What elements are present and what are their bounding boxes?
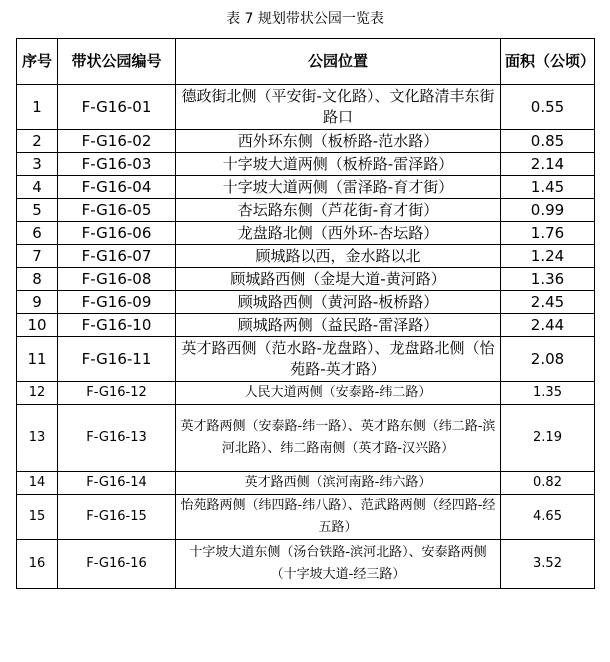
park-area: 1.45 <box>501 176 595 199</box>
park-location: 顾城路西侧（金堤大道-黄河路） <box>176 268 501 291</box>
park-location: 顾城路以西，金水路以北 <box>176 245 501 268</box>
table-row <box>17 222 595 245</box>
park-location: 西外环东侧（板桥路-范水路） <box>176 130 501 153</box>
table-row <box>17 495 595 540</box>
park-code: F-G16-10 <box>58 314 176 337</box>
park-area: 0.55 <box>501 85 595 130</box>
park-code: F-G16-15 <box>58 495 176 540</box>
park-location: 十字坡大道两侧（雷泽路-育才街） <box>176 176 501 199</box>
park-code: F-G16-05 <box>58 199 176 222</box>
table-row <box>17 245 595 268</box>
park-code: F-G16-04 <box>58 176 176 199</box>
park-area: 0.85 <box>501 130 595 153</box>
row-number: 6 <box>17 222 58 245</box>
table-row <box>17 176 595 199</box>
park-location: 英才路两侧（安泰路-纬一路）、英才路东侧（纬二路-滨河北路）、纬二路南侧（英才路-汉兴路） <box>176 405 501 472</box>
park-area: 2.19 <box>501 405 595 472</box>
park-code: F-G16-02 <box>58 130 176 153</box>
park-area: 1.36 <box>501 268 595 291</box>
row-number: 10 <box>17 314 58 337</box>
park-area: 1.35 <box>501 382 595 405</box>
table-row <box>17 130 595 153</box>
header-area: 面积（公顷） <box>501 39 595 85</box>
park-location: 十字坡大道两侧（板桥路-雷泽路） <box>176 153 501 176</box>
row-number: 7 <box>17 245 58 268</box>
park-location: 杏坛路东侧（芦花街-育才街） <box>176 199 501 222</box>
table-row <box>17 314 595 337</box>
park-code: F-G16-06 <box>58 222 176 245</box>
park-area: 4.65 <box>501 495 595 540</box>
table-row <box>17 153 595 176</box>
row-number: 14 <box>17 472 58 495</box>
table-row <box>17 382 595 405</box>
row-number: 12 <box>17 382 58 405</box>
park-code: F-G16-01 <box>58 85 176 130</box>
park-location: 顾城路两侧（益民路-雷泽路） <box>176 314 501 337</box>
row-number: 1 <box>17 85 58 130</box>
row-number: 9 <box>17 291 58 314</box>
park-code: F-G16-14 <box>58 472 176 495</box>
row-number: 4 <box>17 176 58 199</box>
park-area: 2.08 <box>501 337 595 382</box>
park-code: F-G16-13 <box>58 405 176 472</box>
park-code: F-G16-07 <box>58 245 176 268</box>
park-area: 0.82 <box>501 472 595 495</box>
table-row <box>17 291 595 314</box>
park-area: 1.76 <box>501 222 595 245</box>
park-code: F-G16-12 <box>58 382 176 405</box>
header-code: 带状公园编号 <box>58 39 176 85</box>
header-location: 公园位置 <box>176 39 501 85</box>
row-number: 11 <box>17 337 58 382</box>
row-number: 5 <box>17 199 58 222</box>
header-row <box>17 39 595 85</box>
table-row <box>17 405 595 472</box>
table-caption: 表 7 规划带状公园一览表 <box>226 11 384 27</box>
table-row <box>17 268 595 291</box>
table-row <box>17 472 595 495</box>
park-location: 人民大道两侧（安泰路-纬二路） <box>176 382 501 405</box>
row-number: 15 <box>17 495 58 540</box>
row-number: 16 <box>17 540 58 589</box>
table-row <box>17 337 595 382</box>
park-code: F-G16-16 <box>58 540 176 589</box>
park-area: 1.24 <box>501 245 595 268</box>
park-area: 2.14 <box>501 153 595 176</box>
row-number: 3 <box>17 153 58 176</box>
row-number: 13 <box>17 405 58 472</box>
park-area: 3.52 <box>501 540 595 589</box>
park-code: F-G16-03 <box>58 153 176 176</box>
table-body <box>17 85 595 589</box>
park-location: 英才路西侧（滨河南路-纬六路） <box>176 472 501 495</box>
park-location: 十字坡大道东侧（汤台铁路-滨河北路）、安泰路两侧（十字坡大道-经三路） <box>176 540 501 589</box>
table-row <box>17 85 595 130</box>
park-code: F-G16-11 <box>58 337 176 382</box>
park-area: 0.99 <box>501 199 595 222</box>
row-number: 2 <box>17 130 58 153</box>
park-location: 龙盘路北侧（西外环-杏坛路） <box>176 222 501 245</box>
park-location: 怡苑路两侧（纬四路-纬八路）、范武路两侧（经四路-经五路） <box>176 495 501 540</box>
park-area: 2.44 <box>501 314 595 337</box>
header-no: 序号 <box>17 39 58 85</box>
table-row <box>17 199 595 222</box>
table-row <box>17 540 595 589</box>
park-location: 德政街北侧（平安街-文化路）、文化路清丰东街路口 <box>176 85 501 130</box>
park-location: 顾城路西侧（黄河路-板桥路） <box>176 291 501 314</box>
park-code: F-G16-09 <box>58 291 176 314</box>
park-location: 英才路西侧（范水路-龙盘路）、龙盘路北侧（怡苑路-英才路） <box>176 337 501 382</box>
park-code: F-G16-08 <box>58 268 176 291</box>
park-area: 2.45 <box>501 291 595 314</box>
linear-park-table <box>16 38 595 589</box>
row-number: 8 <box>17 268 58 291</box>
